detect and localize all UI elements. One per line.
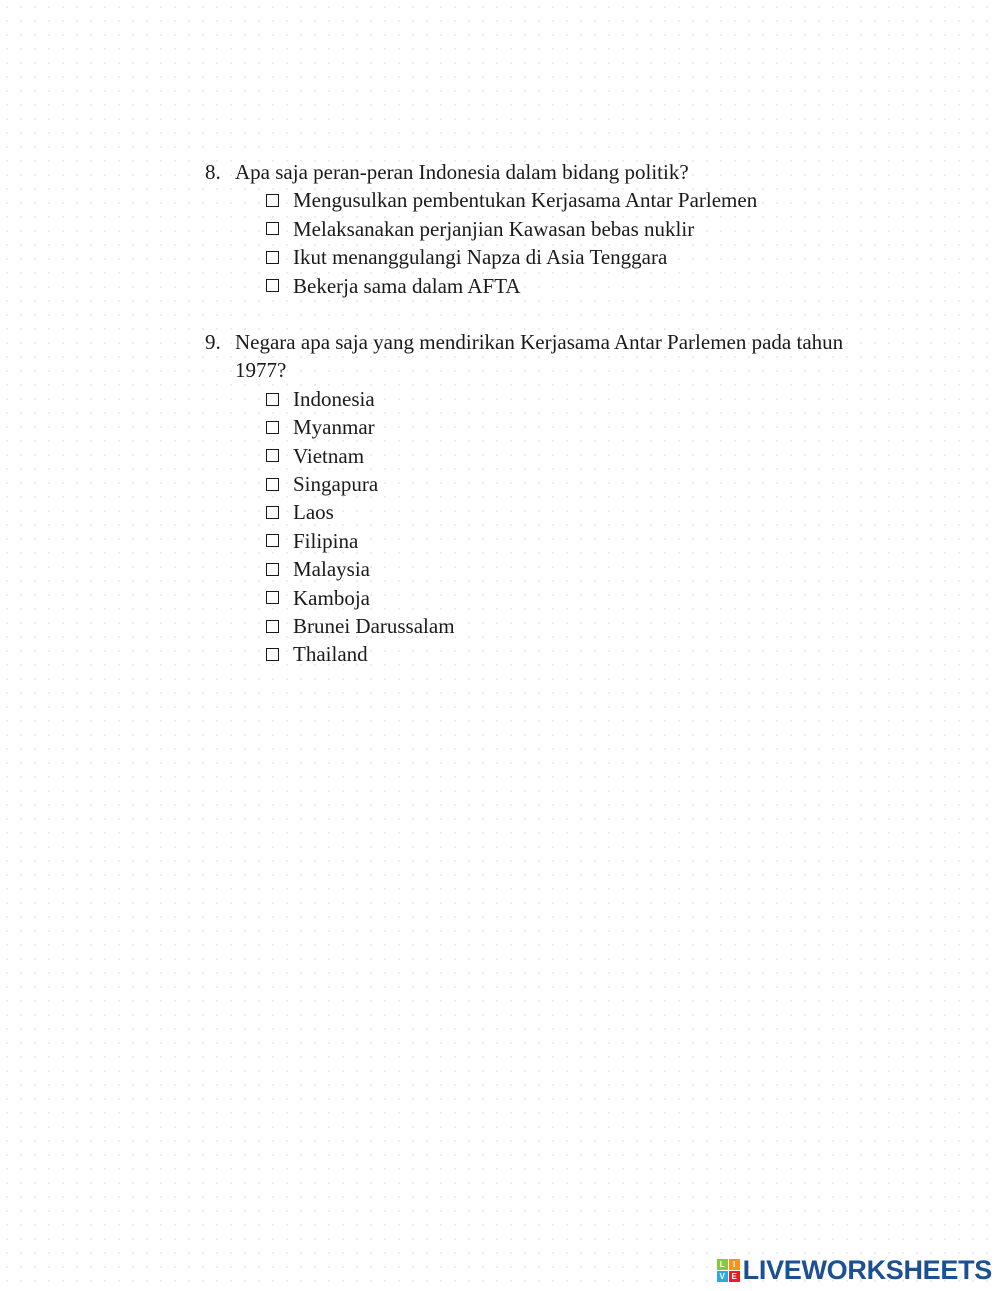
checkbox-icon[interactable] bbox=[266, 534, 279, 547]
option-list bbox=[205, 186, 865, 300]
question-number: 9. bbox=[205, 330, 221, 354]
checkbox-icon[interactable] bbox=[266, 421, 279, 434]
option-label: Filipina bbox=[293, 528, 359, 553]
option-label: Indonesia bbox=[293, 386, 375, 411]
checkbox-icon[interactable] bbox=[266, 506, 279, 519]
logo-tile-i: I bbox=[729, 1259, 740, 1270]
question-8 bbox=[205, 158, 865, 300]
option-item[interactable] bbox=[266, 584, 865, 612]
option-label: Bekerja sama dalam AFTA bbox=[293, 273, 521, 298]
checkbox-icon[interactable] bbox=[266, 648, 279, 661]
logo-text: LIVEWORKSHEETS bbox=[742, 1255, 992, 1285]
checkbox-icon[interactable] bbox=[266, 393, 279, 406]
checkbox-icon[interactable] bbox=[266, 449, 279, 462]
logo-tile-v: V bbox=[717, 1271, 728, 1282]
option-item[interactable] bbox=[266, 612, 865, 640]
checkbox-icon[interactable] bbox=[266, 563, 279, 576]
option-item[interactable] bbox=[266, 272, 865, 300]
logo-mark-icon bbox=[717, 1259, 740, 1282]
option-label: Melaksanakan perjanjian Kawasan bebas nuklir bbox=[293, 216, 695, 241]
option-item[interactable] bbox=[266, 498, 865, 526]
option-item[interactable] bbox=[266, 442, 865, 470]
option-label: Laos bbox=[293, 500, 334, 525]
option-item[interactable] bbox=[266, 385, 865, 413]
option-item[interactable] bbox=[266, 555, 865, 583]
option-label: Ikut menanggulangi Napza di Asia Tenggara bbox=[293, 245, 668, 270]
option-label: Kamboja bbox=[293, 585, 370, 610]
option-label: Thailand bbox=[293, 642, 368, 667]
logo-tile-e: E bbox=[729, 1271, 740, 1282]
option-label: Malaysia bbox=[293, 557, 370, 582]
question-9 bbox=[205, 328, 865, 669]
option-item[interactable] bbox=[266, 470, 865, 498]
option-item[interactable] bbox=[266, 243, 865, 271]
checkbox-icon[interactable] bbox=[266, 591, 279, 604]
question-text: Apa saja peran-peran Indonesia dalam bidang politik? bbox=[235, 160, 689, 184]
option-label: Myanmar bbox=[293, 415, 375, 440]
option-item[interactable] bbox=[266, 640, 865, 668]
logo-tile-l: L bbox=[717, 1259, 728, 1270]
option-item[interactable] bbox=[266, 527, 865, 555]
checkbox-icon[interactable] bbox=[266, 478, 279, 491]
question-text: Negara apa saja yang mendirikan Kerjasama Antar Parlemen pada tahun 1977? bbox=[235, 330, 844, 383]
checkbox-icon[interactable] bbox=[266, 222, 279, 235]
option-label: Vietnam bbox=[293, 443, 365, 468]
liveworksheets-logo[interactable] bbox=[717, 1255, 992, 1286]
checkbox-icon[interactable] bbox=[266, 279, 279, 292]
option-list bbox=[205, 385, 865, 669]
option-item[interactable] bbox=[266, 413, 865, 441]
option-label: Mengusulkan pembentukan Kerjasama Antar Parlemen bbox=[293, 188, 758, 213]
option-label: Brunei Darussalam bbox=[293, 613, 455, 638]
option-item[interactable] bbox=[266, 215, 865, 243]
checkbox-icon[interactable] bbox=[266, 194, 279, 207]
checkbox-icon[interactable] bbox=[266, 251, 279, 264]
question-number: 8. bbox=[205, 160, 221, 184]
option-item[interactable] bbox=[266, 186, 865, 214]
option-label: Singapura bbox=[293, 471, 379, 496]
checkbox-icon[interactable] bbox=[266, 620, 279, 633]
